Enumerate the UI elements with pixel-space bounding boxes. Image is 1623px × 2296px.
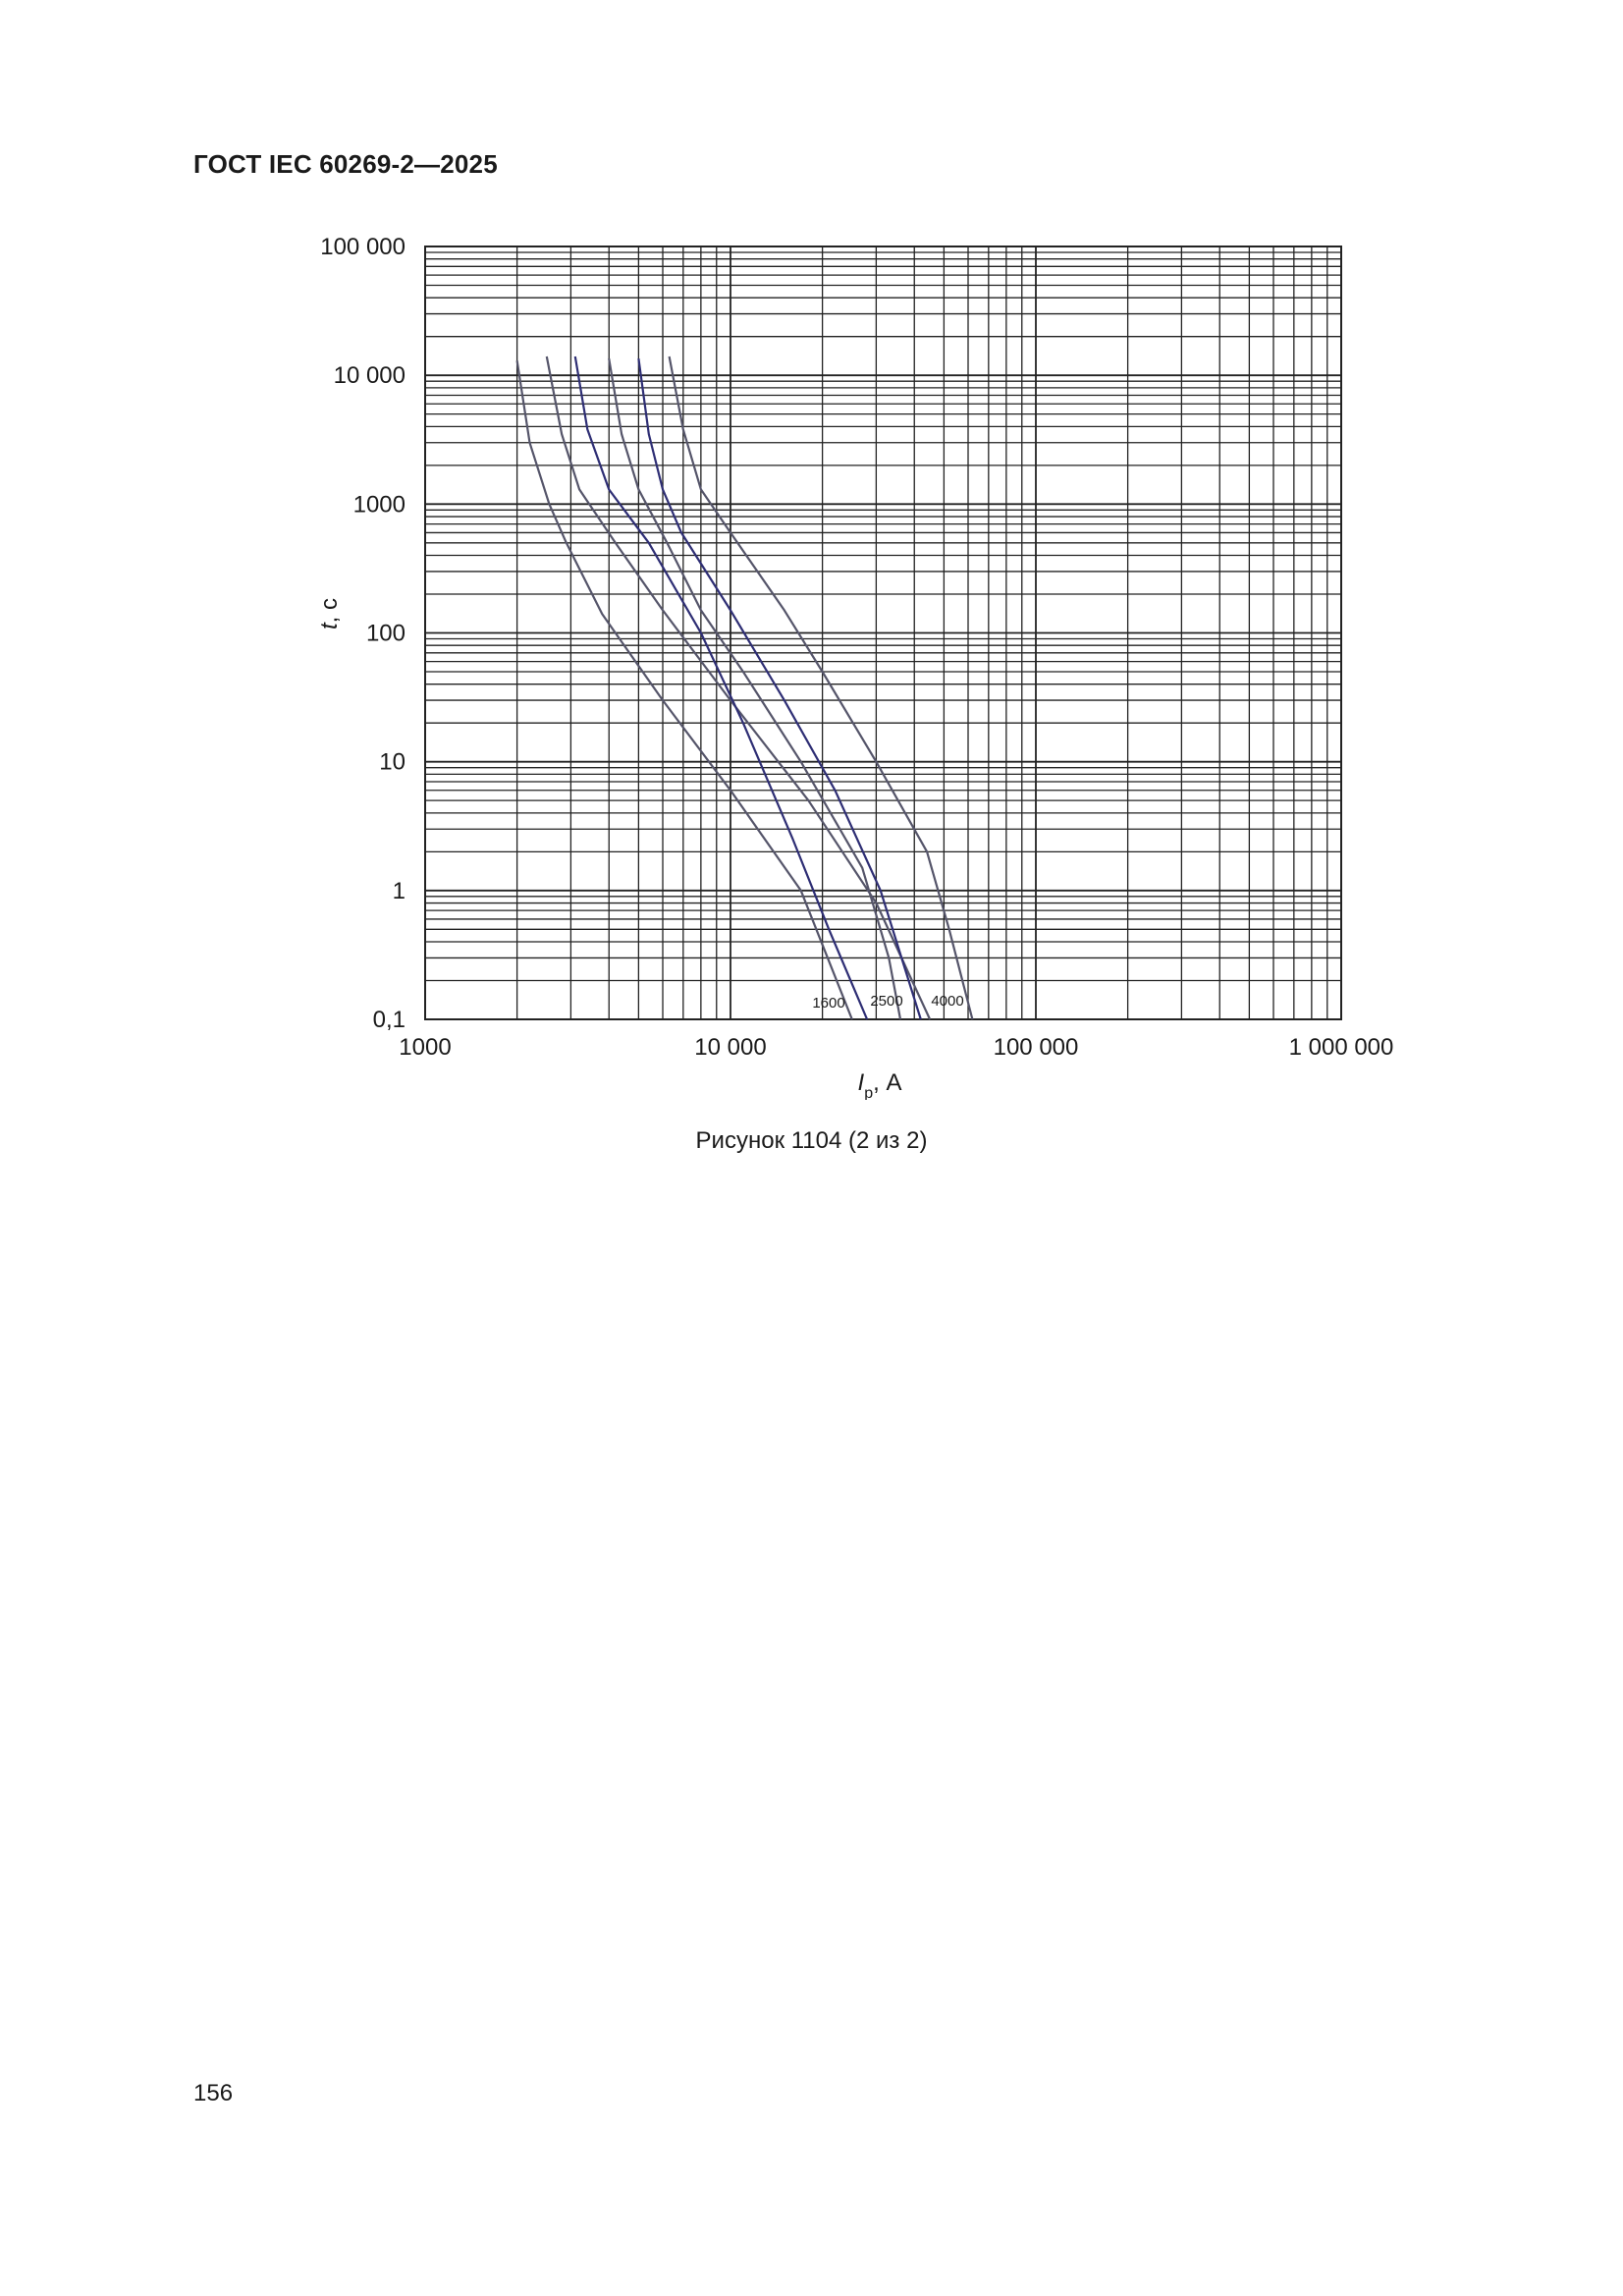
x-tick-label: 1000 — [399, 1034, 452, 1061]
document-header: ГОСТ IEC 60269-2—2025 — [193, 149, 498, 179]
y-tick-labels — [320, 234, 406, 1033]
series-curve-4 — [609, 358, 903, 1019]
y-tick-label: 1000 — [352, 491, 406, 519]
figure-caption: Рисунок 1104 (2 из 2) — [695, 1127, 928, 1154]
curve-label: 4000 — [931, 993, 964, 1010]
x-tick-label: 1 000 000 — [1288, 1034, 1394, 1061]
series-curve-6 — [670, 356, 973, 1019]
curve-label: 2500 — [870, 993, 903, 1010]
series-curve-2 — [547, 356, 930, 1019]
y-tick-label: 0,1 — [372, 1007, 406, 1033]
y-axis-label: t, с — [316, 597, 343, 630]
chart-grid — [425, 246, 1341, 1019]
series-curve-1 — [517, 360, 852, 1019]
y-tick-label: 10 000 — [333, 362, 406, 390]
x-tick-label: 10 000 — [694, 1034, 767, 1061]
x-tick-label: 100 000 — [993, 1034, 1079, 1061]
chart-series-group — [517, 356, 973, 1019]
x-tick-labels — [399, 1034, 1393, 1061]
x-axis-label: $I_p$, А — [857, 1069, 902, 1100]
y-tick-label: 10 — [379, 748, 406, 776]
time-current-chart — [0, 0, 1623, 1100]
y-tick-label: 1 — [392, 877, 406, 904]
y-tick-label: 100 000 — [320, 234, 406, 260]
page-number: 156 — [193, 2080, 234, 2106]
curve-labels — [812, 993, 963, 1011]
y-tick-label: 100 — [365, 620, 406, 647]
curve-label: 1600 — [812, 995, 845, 1011]
